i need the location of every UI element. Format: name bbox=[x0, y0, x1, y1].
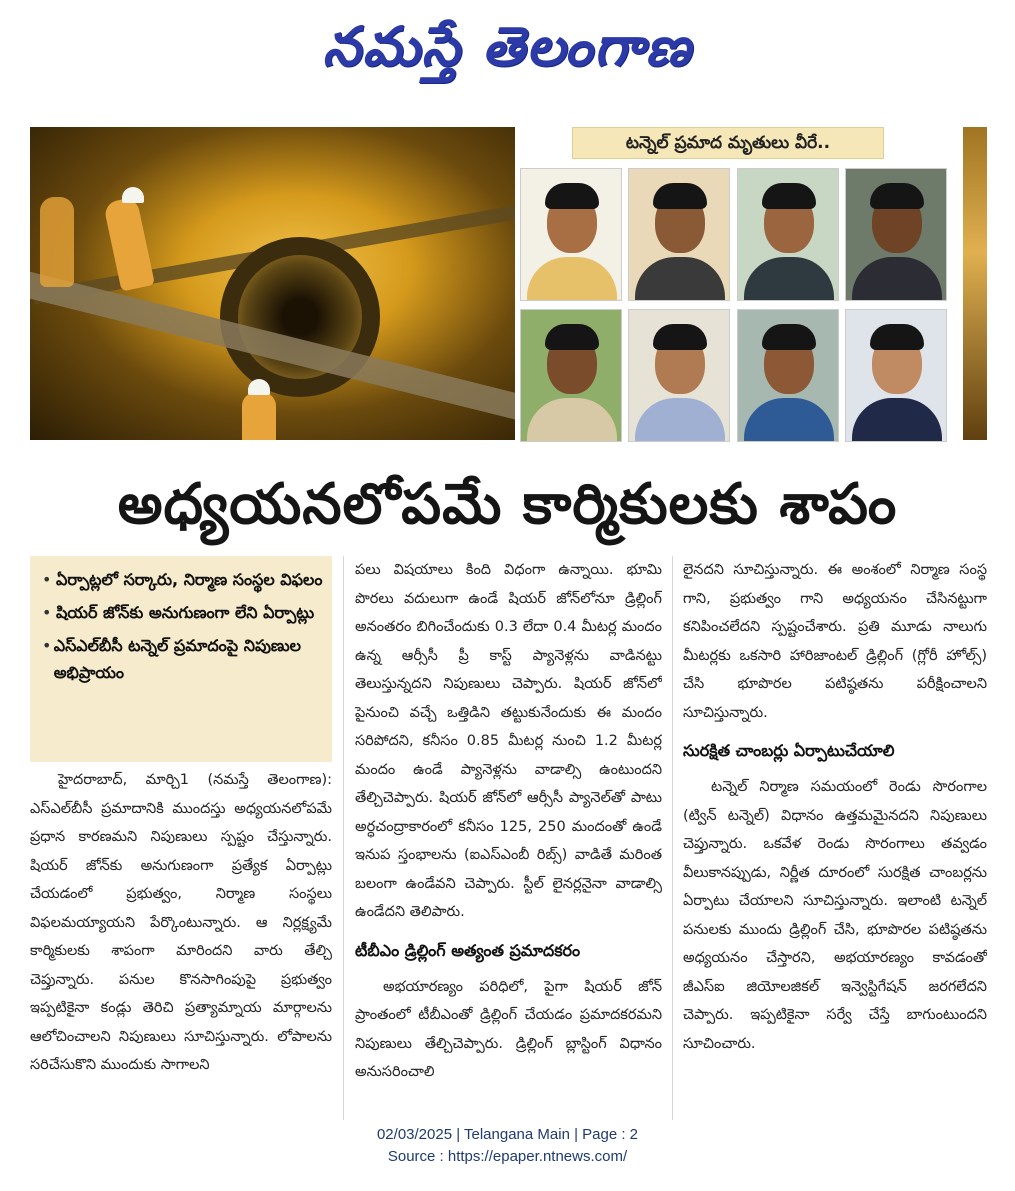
portrait-hair bbox=[653, 183, 707, 209]
column-divider bbox=[343, 556, 344, 1120]
article-paragraph: పలు విషయాలు కింది విధంగా ఉన్నాయి. భూమి పొరలు వదులుగా ఉండే షియర్ జోన్‌లోనూ డ్రిల్లింగ్ అనంతరం బిగించేందుకు 0.3 లేదా 0.4 మీటర్ల మందం ఉన్న ఆర్సీసీ ప్రీ కాస్ట్ ప్యానెళ్లను వాడినట్టు తెలుస్తున్నదని నిపుణులు చెప్పారు. షియర్ జోన్‌లో పైనుంచి వచ్చే ఒత్తిడిని తట్టుకునేందుకు ఈ మందం సరిపోదని, కనీసం 0.85 మీటర్ల నుంచి 1.2 మీటర్ల మందం ఉండే ప్యానెళ్లను వాడాల్సి ఉంటుందని తేల్చిచెప్పారు. షియర్ జోన్‌లో ఆర్సీసీ ప్యానెల్‌తో పాటు అర్ధచంద్రాకారంలో కనీసం 125, 250 మందంతో ఉండే ఇనుప స్తంభాలను (ఐఎస్ఎంబీ రిబ్స్) వాడితే మరింత బలంగా ఉండేవని చెప్పారు. స్టీల్ లైనర్లనైనా వాడాల్సి ఉండేదని తెలిపారు. bbox=[355, 562, 662, 920]
worker-helmet bbox=[248, 379, 270, 395]
portrait-shirt bbox=[852, 257, 942, 301]
bullet-icon: • bbox=[42, 603, 52, 622]
portrait-hair bbox=[870, 324, 924, 350]
portrait-shirt bbox=[744, 398, 834, 442]
column-divider bbox=[672, 556, 673, 1120]
victim-portrait bbox=[628, 168, 730, 301]
victim-portrait bbox=[845, 168, 947, 301]
bullet-icon: • bbox=[42, 570, 52, 589]
portrait-shirt bbox=[527, 257, 617, 301]
highlight-text: షియర్ జోన్‌కు అనుగుణంగా లేని ఏర్పాట్లు bbox=[56, 603, 315, 622]
article-paragraph: హైదరాబాద్, మార్చి1 (నమస్తే తెలంగాణ): ఎస్ఎల్‌బీసీ ప్రమాదానికి ముందస్తు అధ్యయనలోపమే ప్రధాన కారణమని నిపుణులు స్పష్టం చేస్తున్నారు. షియర్ జోన్‌కు అనుగుణంగా ప్రత్యేక ఏర్పాట్లు చేయడంలో ప్రభుత్వం, నిర్మాణ సంస్థలు విఫలమయ్యాయని పేర్కొంటున్నారు. ఆ నిర్లక్ష్యమే కార్మికులకు శాపంగా మారిందని వారు తేల్చి చెప్తున్నారు. పనుల కొనసాగింపుపై ప్రభుత్వం ఇప్పటికైనా కండ్లు తెరిచి ప్రత్యామ్నాయ మార్గాలను ఆలోచించాలని నిపుణులు సూచిస్తున్నారు. లోపాలను సరిచేసుకొని ముందుకు సాగాలని bbox=[30, 772, 332, 1073]
source-link[interactable]: Source : https://epaper.ntnews.com/ bbox=[387, 1148, 628, 1165]
highlight-text: ఏర్పాట్లలో సర్కారు, నిర్మాణ సంస్థల విఫలం bbox=[56, 570, 323, 589]
article-subheading: సురక్షిత చాంబర్లు ఏర్పాటుచేయాలి bbox=[683, 741, 895, 760]
portrait-hair bbox=[545, 183, 599, 209]
victim-portrait bbox=[845, 309, 947, 442]
worker-helmet bbox=[122, 187, 144, 203]
portrait-hair bbox=[762, 324, 816, 350]
portrait-shirt bbox=[852, 398, 942, 442]
masthead bbox=[0, 6, 1015, 86]
article-column-1 bbox=[30, 766, 332, 1120]
highlight-item bbox=[42, 632, 324, 686]
article-paragraph: లైనదని సూచిస్తున్నారు. ఈ అంశంలో నిర్మాణ సంస్థ గాని, ప్రభుత్వం గాని అధ్యయనం చేసినట్టుగా కనిపించలేదని స్పష్టంచేశారు. ప్రతి మూడు నాలుగు మీటర్లకు ఒకసారి హారిజాంటల్ డ్రిల్లింగ్ (గ్లోరీ హోల్స్) చేసి భూపొరల పటిష్ఠతను పరీక్షించాలని సూచిస్తున్నారు. bbox=[683, 562, 987, 721]
article-paragraph: టన్నెల్ నిర్మాణ సమయంలో రెండు సొరంగాల (ట్విన్ టన్నెల్) విధానం ఉత్తమమైనదని నిపుణులు చెప్తున్నారు. ఒకవేళ రెండు సొరంగాలు తవ్వడం వీలుకానప్పుడు, నిర్ణీత దూరంలో సురక్షిత చాంబర్లను ఏర్పాటు చేయాలని సూచిస్తున్నారు. ఇలాంటి టన్నెల్ పనులకు ముందు డ్రిల్లింగ్ చేసి, భూపొరల పటిష్ఠతను అధ్యయనం చేస్తారని, అభయారణ్యం కావడంతో జీఎస్ఐ జియోలజికల్ ఇన్వెస్టిగేషన్ జరగలేదని చెప్పారు. ఇప్పటికైనా సర్వే చేస్తే బాగుంటుందని సూచించారు. bbox=[683, 779, 987, 1052]
article-column-2 bbox=[355, 556, 662, 1120]
highlight-text: ఎస్ఎల్‌బీసీ టన్నెల్ ప్రమాదంపై నిపుణుల అభిప్రాయం bbox=[53, 636, 302, 682]
victim-portraits bbox=[520, 168, 950, 443]
victim-portrait bbox=[520, 309, 622, 442]
portrait-hair bbox=[545, 324, 599, 350]
highlight-item bbox=[42, 566, 324, 593]
page-footer bbox=[0, 1124, 1015, 1168]
photo-edge bbox=[963, 127, 987, 440]
victim-portrait bbox=[737, 168, 839, 301]
article-paragraph: అభయారణ్యం పరిధిలో, పైగా షియర్ జోన్ ప్రాంతంలో టీబీఎంతో డ్రిల్లింగ్ చేయడం ప్రమాదకరమని నిపుణులు తేల్చిచెప్పారు. డ్రిల్లింగ్ బ్లాస్టింగ్ విధానం అనుసరించాలి bbox=[355, 978, 662, 1080]
portrait-shirt bbox=[527, 398, 617, 442]
bullet-icon: • bbox=[42, 636, 52, 655]
portrait-hair bbox=[870, 183, 924, 209]
portrait-shirt bbox=[744, 257, 834, 301]
victim-portrait bbox=[520, 168, 622, 301]
rescue-worker bbox=[242, 392, 276, 440]
highlight-item bbox=[42, 599, 324, 626]
rescue-photo bbox=[30, 127, 515, 440]
victim-portrait bbox=[737, 309, 839, 442]
headline: అధ్యయనలోపమే కార్మికులకు శాపం bbox=[117, 472, 898, 537]
portrait-shirt bbox=[635, 257, 725, 301]
article-subheading: టీబీఎం డ్రిల్లింగ్ అత్యంత ప్రమాదకరం bbox=[355, 940, 581, 960]
article-column-3 bbox=[683, 556, 987, 1120]
rescue-worker bbox=[40, 197, 74, 287]
edition-info: 02/03/2025 | Telangana Main | Page : 2 bbox=[376, 1126, 639, 1143]
newspaper-title: నమస్తే తెలంగాణ bbox=[322, 14, 693, 78]
portrait-shirt bbox=[635, 398, 725, 442]
photo-caption: టన్నెల్ ప్రమాద మృతులు వీరే.. bbox=[572, 127, 884, 159]
portrait-hair bbox=[762, 183, 816, 209]
portrait-hair bbox=[653, 324, 707, 350]
victim-portrait bbox=[628, 309, 730, 442]
highlights-box bbox=[30, 556, 332, 762]
